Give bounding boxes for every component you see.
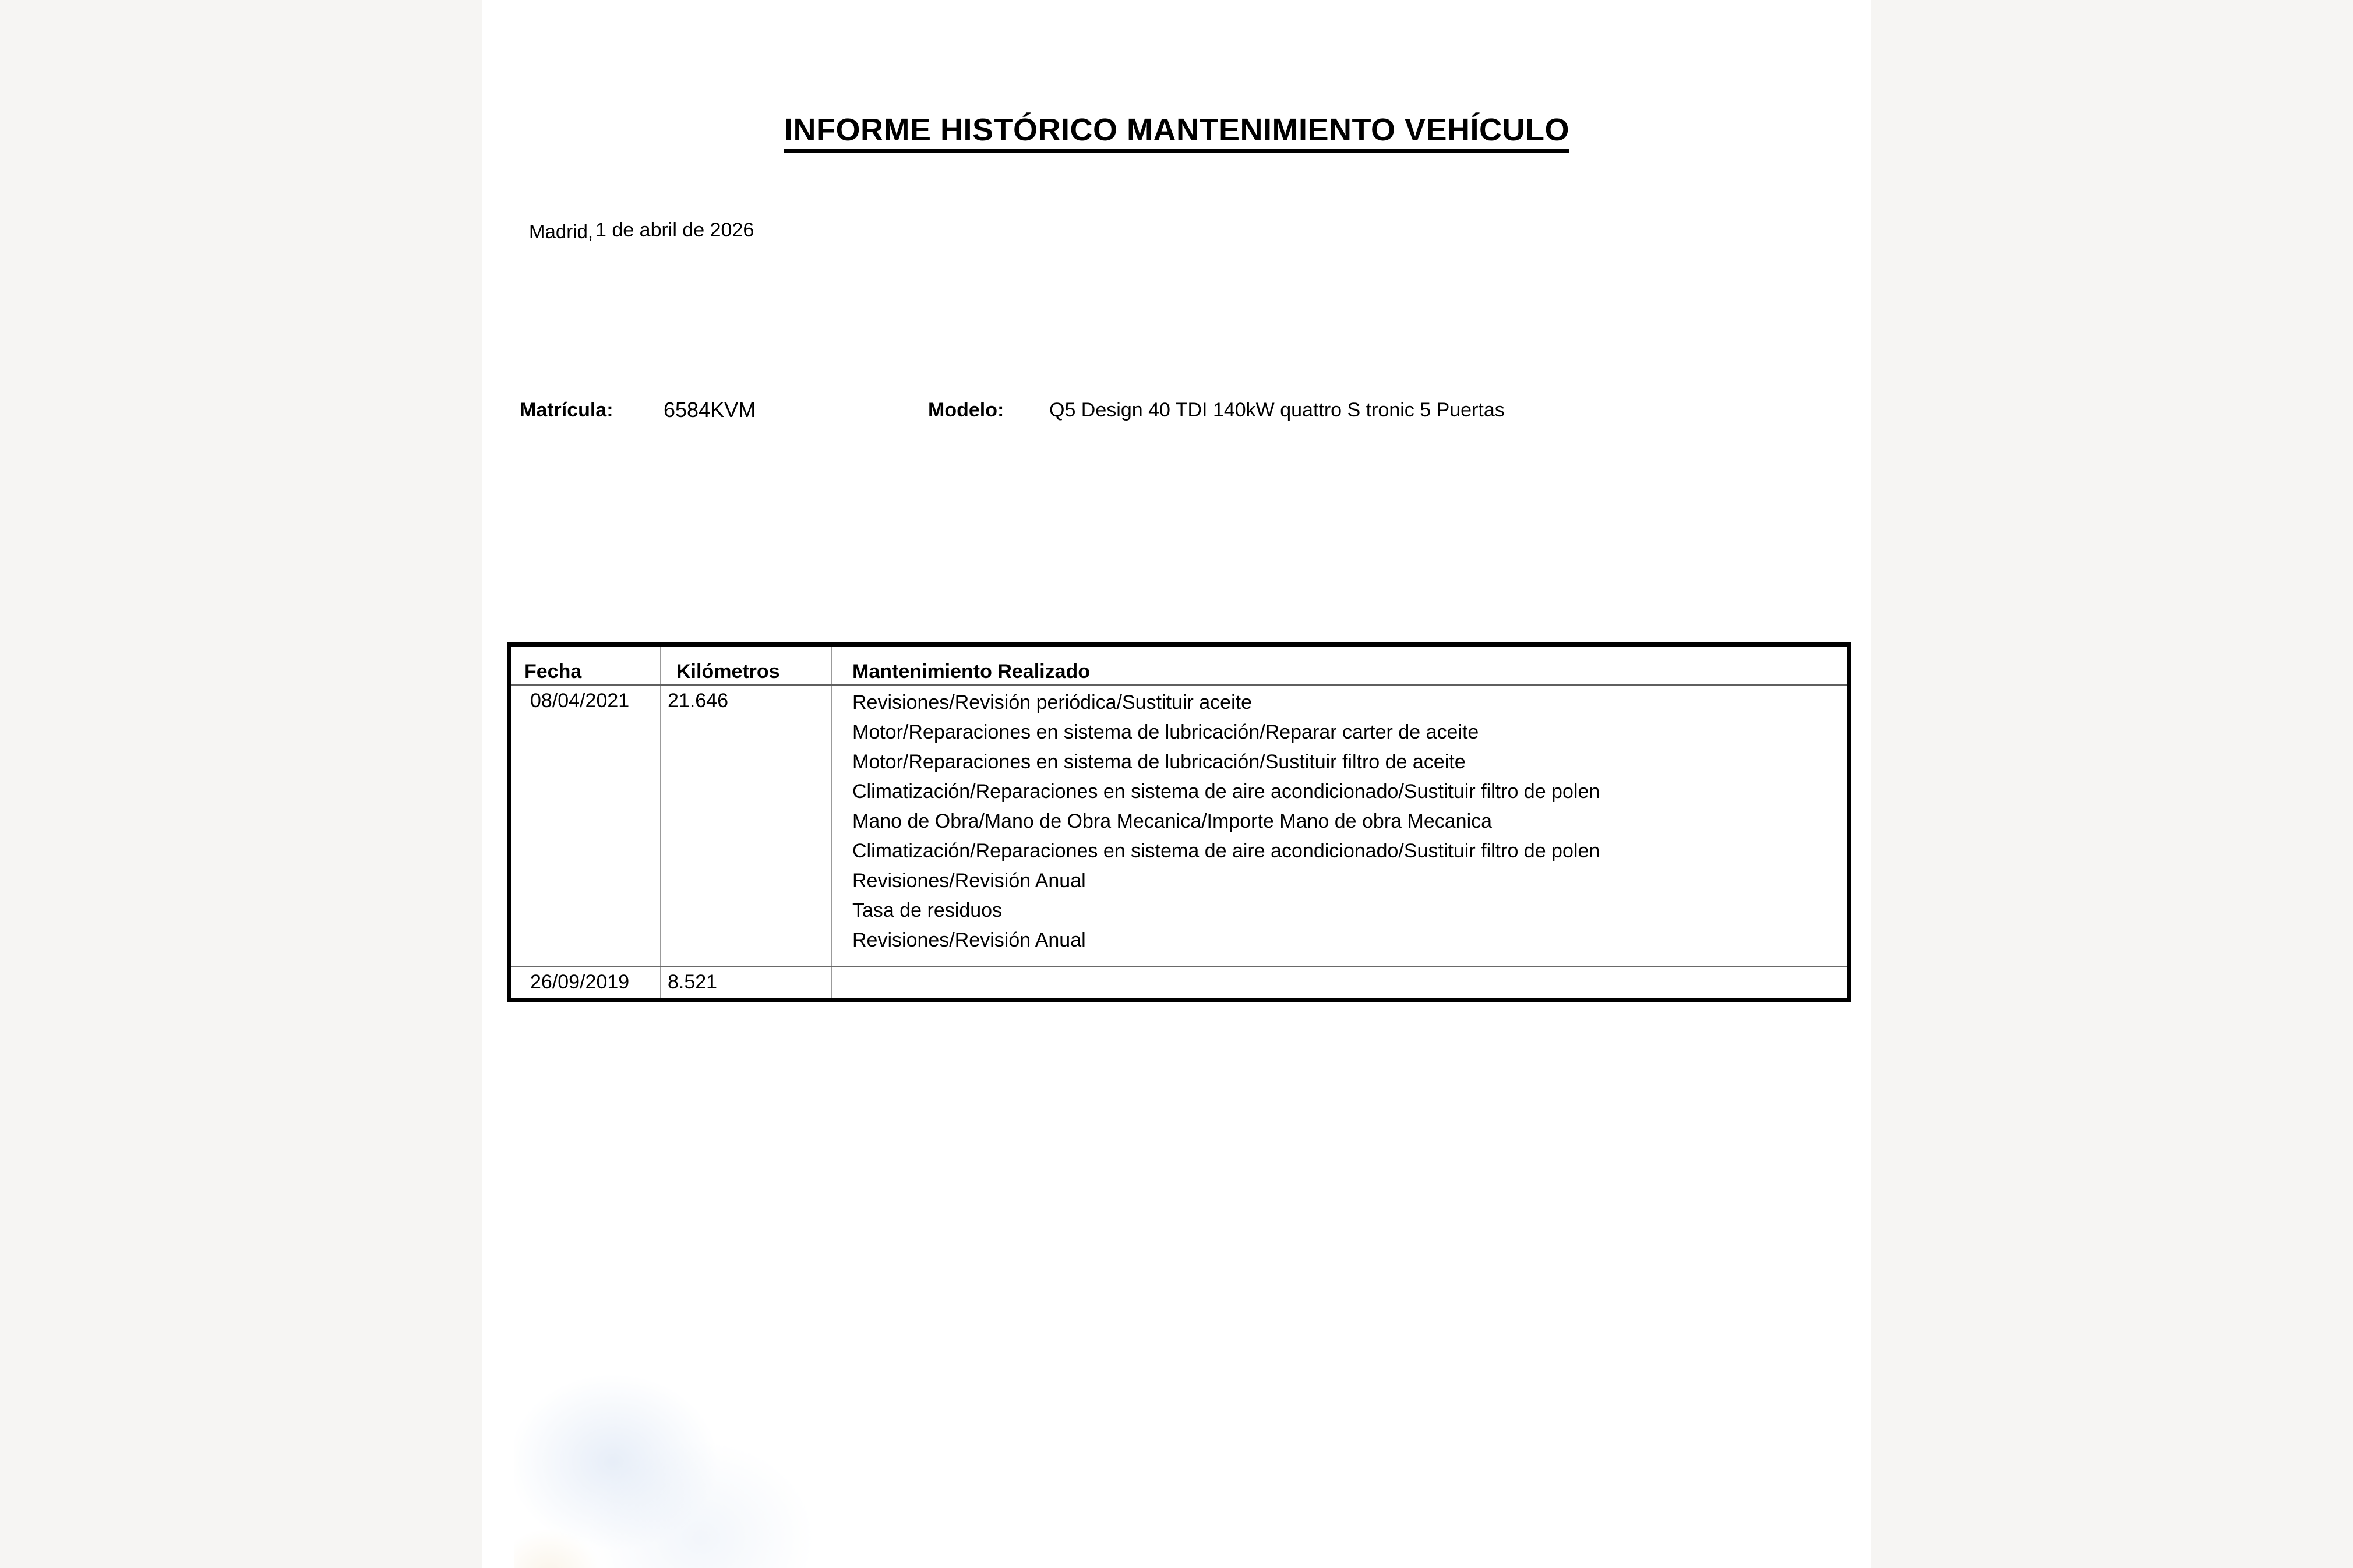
vehicle-fields-row	[482, 398, 1871, 424]
table-header-row	[511, 647, 1847, 686]
cell-mantenimiento	[832, 686, 1847, 966]
cell-kilometros: 21.646	[661, 686, 832, 966]
maintenance-table-body	[511, 686, 1847, 998]
maintenance-line: Motor/Reparaciones en sistema de lubricación/Reparar carter de aceite	[852, 721, 1479, 743]
title-row	[482, 114, 1871, 153]
cell-mantenimiento	[832, 967, 1847, 998]
header-fecha: Fecha	[511, 647, 661, 684]
cell-kilometros: 8.521	[661, 967, 832, 998]
date-line	[529, 218, 754, 242]
maintenance-line: Motor/Reparaciones en sistema de lubricación/Sustituir filtro de aceite	[852, 751, 1466, 773]
modelo-label: Modelo:	[928, 399, 1004, 421]
report-title: INFORME HISTÓRICO MANTENIMIENTO VEHÍCULO	[784, 114, 1569, 153]
maintenance-line: Climatización/Reparaciones en sistema de aire acondicionado/Sustituir filtro de polen	[852, 781, 1600, 803]
modelo-value: Q5 Design 40 TDI 140kW quattro S tronic 5 Puertas	[1049, 399, 1505, 421]
table-row	[511, 686, 1847, 966]
maintenance-line: Tasa de residuos	[852, 899, 1003, 921]
maintenance-table	[507, 642, 1851, 1002]
matricula-label: Matrícula:	[520, 399, 613, 421]
matricula-value: 6584KVM	[664, 398, 756, 422]
maintenance-line: Revisiones/Revisión Anual	[852, 929, 1086, 951]
cell-fecha: 26/09/2019	[511, 967, 661, 998]
table-row	[511, 966, 1847, 998]
maintenance-line: Mano de Obra/Mano de Obra Mecanica/Importe Mano de obra Mecanica	[852, 810, 1493, 832]
header-kilometros: Kilómetros	[661, 647, 832, 684]
maintenance-line: Revisiones/Revisión Anual	[852, 870, 1086, 892]
date-value: 1 de abril de 2026	[595, 219, 754, 241]
date-city: Madrid,	[529, 221, 594, 242]
cell-fecha: 08/04/2021	[511, 686, 661, 966]
maintenance-line: Revisiones/Revisión periódica/Sustituir aceite	[852, 691, 1252, 714]
maintenance-line: Climatización/Reparaciones en sistema de aire acondicionado/Sustituir filtro de polen	[852, 840, 1600, 862]
faded-logo-blob-icon	[514, 1375, 823, 1568]
header-mantenimiento: Mantenimiento Realizado	[852, 661, 1091, 683]
document-page	[482, 0, 1871, 1568]
